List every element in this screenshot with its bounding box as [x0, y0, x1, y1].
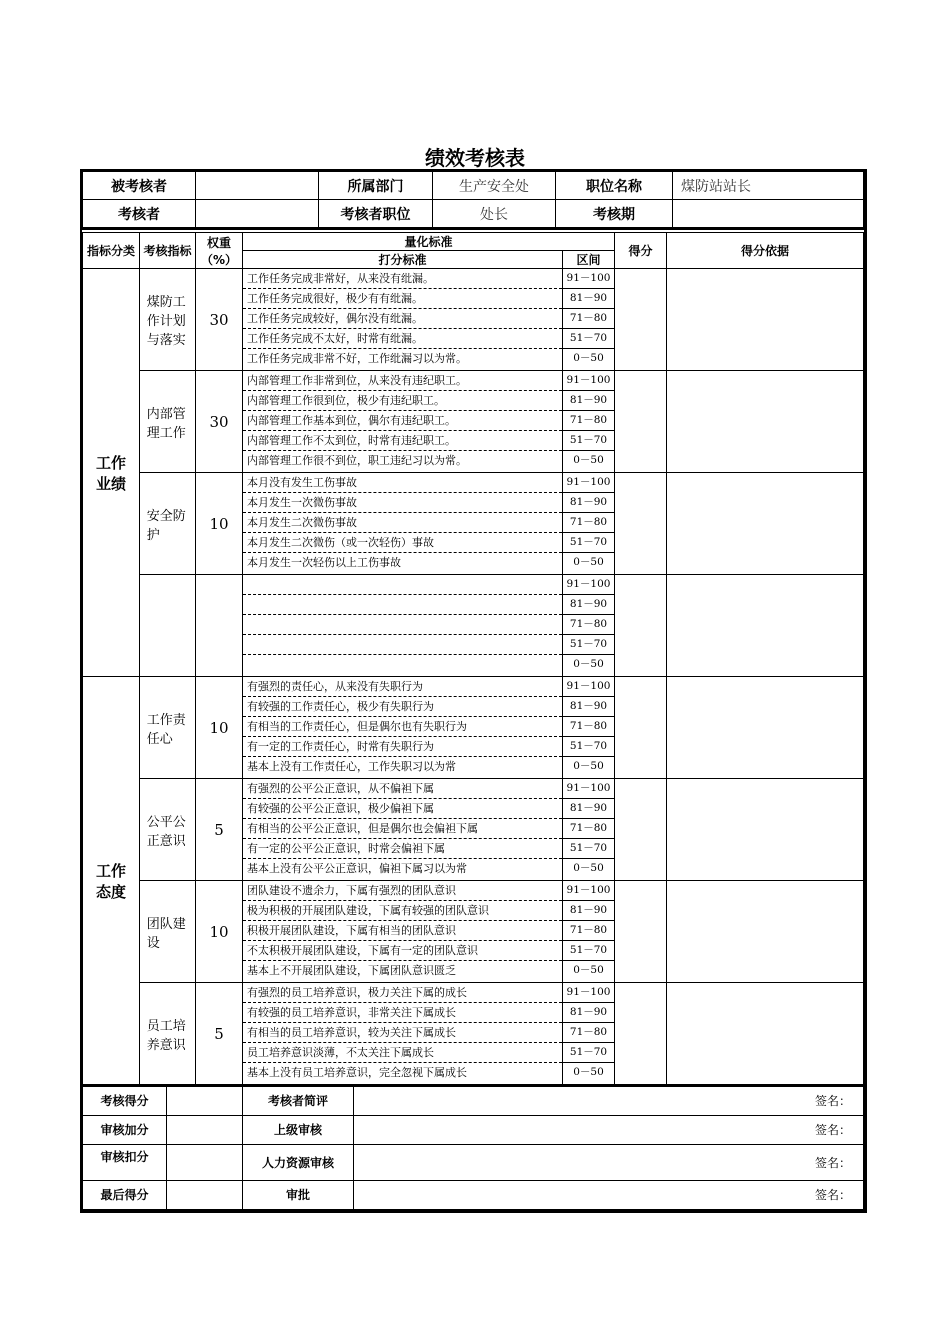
- criteria-line: 不太积极开展团队建设，下属有一定的团队意识: [243, 941, 562, 961]
- criteria-line: 有较强的工作责任心，极少有失职行为: [243, 697, 562, 717]
- criteria-row: [83, 677, 864, 779]
- indicator-name: 公平公正意识: [146, 814, 186, 849]
- indicator-cell: [140, 371, 196, 473]
- criteria-cell: [243, 983, 563, 1085]
- range-cell: [563, 677, 615, 779]
- footer-row: [83, 1086, 864, 1115]
- range-value: 71－80: [563, 819, 614, 839]
- signature-label: 签名：: [814, 1188, 851, 1202]
- weight-cell: [196, 575, 243, 677]
- range-value: 0－50: [573, 862, 604, 874]
- range-value: 71－80: [563, 513, 614, 533]
- criteria-row: [83, 575, 864, 677]
- criteria-row: [83, 779, 864, 881]
- score-input[interactable]: [615, 473, 667, 575]
- criteria-line: 极为积极的开展团队建设，下属有较强的团队意识: [243, 901, 562, 921]
- indicator-name: 安全防护: [146, 508, 186, 543]
- category-name: 工作业绩: [95, 453, 126, 493]
- criteria-line: 有强烈的公平公正意识，从不偏袒下属: [243, 779, 562, 799]
- criteria-line: 有一定的公平公正意识，时常会偏袒下属: [243, 839, 562, 859]
- range-value: 91－100: [563, 269, 614, 289]
- footer-score-input[interactable]: [167, 1180, 243, 1209]
- criteria-cell: [243, 473, 563, 575]
- range-value: 51－70: [563, 635, 614, 655]
- page-title: 绩效考核表: [425, 146, 525, 170]
- indicator-name: 煤防工作计划与落实: [146, 295, 186, 348]
- basis-input[interactable]: [667, 677, 864, 779]
- range-value: 0－50: [573, 352, 604, 364]
- examinee-field[interactable]: [196, 172, 319, 200]
- position-field[interactable]: 煤防站站长: [673, 172, 864, 200]
- criteria-line: 内部管理工作很到位，极少有违纪职工。: [243, 391, 562, 411]
- range-cell: [563, 881, 615, 983]
- weight-cell: 5: [196, 983, 243, 1085]
- range-value: 51－70: [563, 737, 614, 757]
- range-value: 91－100: [563, 371, 614, 391]
- weight-cell: 10: [196, 473, 243, 575]
- range-value: 51－70: [563, 941, 614, 961]
- footer-left-label: 审核扣分: [83, 1144, 167, 1180]
- category-cell: [83, 269, 140, 677]
- criteria-line: 内部管理工作很不到位，职工违纪习以为常。: [247, 454, 467, 467]
- weight-cell: 10: [196, 677, 243, 779]
- criteria-line: 本月发生二次微伤（或一次轻伤）事故: [243, 533, 562, 553]
- range-cell: [563, 575, 615, 677]
- indicator-cell: [140, 269, 196, 371]
- indicator-cell: [140, 983, 196, 1085]
- range-value: 71－80: [563, 411, 614, 431]
- range-cell: [563, 983, 615, 1085]
- range-value: 0－50: [573, 1066, 604, 1078]
- dept-label: 所属部门: [319, 172, 433, 200]
- signature-field[interactable]: [354, 1115, 864, 1144]
- criteria-line: 员工培养意识淡薄，不太关注下属成长: [243, 1043, 562, 1063]
- footer-left-label: 最后得分: [83, 1180, 167, 1209]
- criteria-line: 本月发生一次微伤事故: [243, 493, 562, 513]
- criteria-line: [243, 595, 562, 615]
- criteria-line: 有相当的公平公正意识，但是偶尔也会偏袒下属: [243, 819, 562, 839]
- range-cell: [563, 779, 615, 881]
- criteria-line: 本月没有发生工伤事故: [243, 473, 562, 493]
- position-label: 职位名称: [556, 172, 673, 200]
- criteria-line: 有相当的员工培养意识，较为关注下属成长: [243, 1023, 562, 1043]
- col-quant: 量化标准: [243, 233, 615, 251]
- criteria-row: [83, 983, 864, 1085]
- signature-field[interactable]: [354, 1086, 864, 1115]
- criteria-line: 工作任务完成不太好，时常有纰漏。: [243, 329, 562, 349]
- col-score: 得分: [615, 233, 667, 269]
- criteria-cell: [243, 371, 563, 473]
- indicator-cell: [140, 473, 196, 575]
- examiner-pos-field[interactable]: 处长: [433, 200, 556, 228]
- range-value: 81－90: [563, 493, 614, 513]
- range-value: 91－100: [563, 677, 614, 697]
- criteria-line: 工作任务完成非常好，从来没有纰漏。: [243, 269, 562, 289]
- footer-row: [83, 1115, 864, 1144]
- criteria-line: [243, 635, 562, 655]
- range-value: 51－70: [563, 329, 614, 349]
- range-value: 71－80: [563, 921, 614, 941]
- range-value: 51－70: [563, 1043, 614, 1063]
- criteria-line: [243, 655, 562, 674]
- footer-score-input[interactable]: [167, 1115, 243, 1144]
- score-input[interactable]: [615, 881, 667, 983]
- criteria-line: 内部管理工作基本到位，偶尔有违纪职工。: [243, 411, 562, 431]
- criteria-row: [83, 881, 864, 983]
- range-value: 51－70: [563, 533, 614, 553]
- col-basis: 得分依据: [667, 233, 864, 269]
- period-field[interactable]: [673, 200, 864, 228]
- range-value: 71－80: [563, 615, 614, 635]
- range-value: 91－100: [563, 881, 614, 901]
- range-value: 51－70: [563, 839, 614, 859]
- weight-cell: 10: [196, 881, 243, 983]
- weight-cell: 5: [196, 779, 243, 881]
- criteria-cell: [243, 575, 563, 677]
- indicator-name: 工作责任心: [146, 712, 186, 747]
- range-cell: [563, 269, 615, 371]
- criteria-line: 基本上没有公平公正意识，偏袒下属习以为常: [247, 862, 467, 875]
- indicator-name: 团队建设: [146, 916, 186, 951]
- col-indicator: 考核指标: [140, 233, 196, 269]
- footer-score-input[interactable]: [167, 1086, 243, 1115]
- score-input[interactable]: [615, 575, 667, 677]
- criteria-row: [83, 371, 864, 473]
- indicator-cell: [140, 677, 196, 779]
- basis-input[interactable]: [667, 575, 864, 677]
- range-value: 81－90: [563, 901, 614, 921]
- footer-score-input[interactable]: [167, 1144, 243, 1180]
- criteria-cell: [243, 881, 563, 983]
- range-value: 71－80: [563, 717, 614, 737]
- range-value: 81－90: [563, 289, 614, 309]
- range-cell: [563, 371, 615, 473]
- indicator-cell: [140, 575, 196, 677]
- period-label: 考核期: [556, 200, 673, 228]
- category-name: 工作态度: [95, 861, 126, 901]
- range-value: 71－80: [563, 1023, 614, 1043]
- col-category: 指标分类: [83, 233, 140, 269]
- examiner-field[interactable]: [196, 200, 319, 228]
- criteria-line: 基本上没有员工培养意识，完全忽视下属成长: [247, 1066, 467, 1079]
- header-row-2: [83, 200, 864, 228]
- footer-mid-label: 审批: [243, 1180, 354, 1209]
- range-value: 81－90: [563, 595, 614, 615]
- criteria-line: 有相当的工作责任心，但是偶尔也有失职行为: [243, 717, 562, 737]
- range-value: 91－100: [563, 473, 614, 493]
- criteria-line: 有一定的工作责任心，时常有失职行为: [243, 737, 562, 757]
- dept-field[interactable]: 生产安全处: [433, 172, 556, 200]
- criteria-line: [243, 615, 562, 635]
- footer-row: [83, 1180, 864, 1209]
- criteria-line: 有强烈的责任心，从来没有失职行为: [243, 677, 562, 697]
- examinee-label: 被考核者: [83, 172, 196, 200]
- range-value: 81－90: [563, 391, 614, 411]
- criteria-line: 团队建设不遗余力，下属有强烈的团队意识: [243, 881, 562, 901]
- criteria-line: [243, 575, 562, 595]
- examiner-label: 考核者: [83, 200, 196, 228]
- criteria-line: 本月发生二次微伤事故: [243, 513, 562, 533]
- range-value: 81－90: [563, 1003, 614, 1023]
- footer-mid-label: 考核者简评: [243, 1086, 354, 1115]
- range-value: 0－50: [573, 454, 604, 466]
- basis-input[interactable]: [667, 881, 864, 983]
- criteria-line: 有较强的公平公正意识，极少偏袒下属: [243, 799, 562, 819]
- criteria-line: 有较强的员工培养意识，非常关注下属成长: [243, 1003, 562, 1023]
- indicator-name: 员工培养意识: [146, 1018, 186, 1053]
- criteria-line: 基本上不开展团队建设，下属团队意识匮乏: [247, 964, 456, 977]
- signature-label: 签名：: [814, 1123, 851, 1137]
- score-input[interactable]: [615, 371, 667, 473]
- weight-cell: 30: [196, 371, 243, 473]
- indicator-cell: [140, 881, 196, 983]
- footer-mid-label: 人力资源审核: [243, 1144, 354, 1180]
- signature-label: 签名：: [814, 1155, 851, 1170]
- basis-input[interactable]: [667, 473, 864, 575]
- range-value: 81－90: [563, 799, 614, 819]
- criteria-line: 积极开展团队建设，下属有相当的团队意识: [243, 921, 562, 941]
- basis-input[interactable]: [667, 983, 864, 1085]
- basis-input[interactable]: [667, 779, 864, 881]
- footer-mid-label: 上级审核: [243, 1115, 354, 1144]
- criteria-row: [83, 269, 864, 371]
- signature-field[interactable]: [354, 1144, 864, 1180]
- col-criteria: 打分标准: [243, 251, 563, 269]
- range-value: 51－70: [563, 431, 614, 451]
- criteria-line: 本月发生一次轻伤以上工伤事故: [247, 556, 401, 569]
- criteria-line: 工作任务完成很好，极少有有纰漏。: [243, 289, 562, 309]
- criteria-line: 工作任务完成较好，偶尔没有纰漏。: [243, 309, 562, 329]
- range-cell: [563, 473, 615, 575]
- range-value: 0－50: [573, 658, 604, 670]
- footer-left-label: 审核加分: [83, 1115, 167, 1144]
- range-value: 0－50: [573, 760, 604, 772]
- range-value: 71－80: [563, 309, 614, 329]
- range-value: 0－50: [573, 964, 604, 976]
- criteria-cell: [243, 677, 563, 779]
- criteria-line: 内部管理工作不太到位，时常有违纪职工。: [243, 431, 562, 451]
- range-value: 0－50: [573, 556, 604, 568]
- range-value: 91－100: [563, 575, 614, 595]
- basis-input[interactable]: [667, 371, 864, 473]
- score-input[interactable]: [615, 269, 667, 371]
- criteria-table: [82, 232, 864, 1085]
- signature-label: 签名：: [814, 1094, 851, 1109]
- basis-input[interactable]: [667, 269, 864, 371]
- weight-cell: 30: [196, 269, 243, 371]
- col-weight: 权重（%）: [196, 233, 243, 269]
- footer-table: [82, 1085, 864, 1210]
- score-input[interactable]: [615, 677, 667, 779]
- examiner-pos-label: 考核者职位: [319, 200, 433, 228]
- range-value: 81－90: [563, 697, 614, 717]
- indicator-cell: [140, 779, 196, 881]
- footer-left-label: 考核得分: [83, 1086, 167, 1115]
- score-input[interactable]: [615, 983, 667, 1085]
- footer-row: [83, 1144, 864, 1180]
- column-header-row: [83, 233, 864, 251]
- category-cell: [83, 677, 140, 1085]
- col-range: 区间: [563, 251, 615, 269]
- range-value: 91－100: [563, 983, 614, 1003]
- criteria-line: 基本上没有工作责任心，工作失职习以为常: [247, 760, 456, 773]
- header-table: [82, 171, 864, 228]
- range-value: 91－100: [563, 779, 614, 799]
- signature-field[interactable]: [354, 1180, 864, 1209]
- criteria-line: 工作任务完成非常不好，工作纰漏习以为常。: [247, 352, 467, 365]
- indicator-name: 内部管理工作: [146, 406, 186, 441]
- appraisal-form: [80, 169, 867, 1213]
- criteria-line: 有强烈的员工培养意识，极力关注下属的成长: [243, 983, 562, 1003]
- header-row-1: [83, 172, 864, 200]
- criteria-row: [83, 473, 864, 575]
- criteria-line: 内部管理工作非常到位，从来没有违纪职工。: [243, 371, 562, 391]
- criteria-cell: [243, 779, 563, 881]
- criteria-cell: [243, 269, 563, 371]
- score-input[interactable]: [615, 779, 667, 881]
